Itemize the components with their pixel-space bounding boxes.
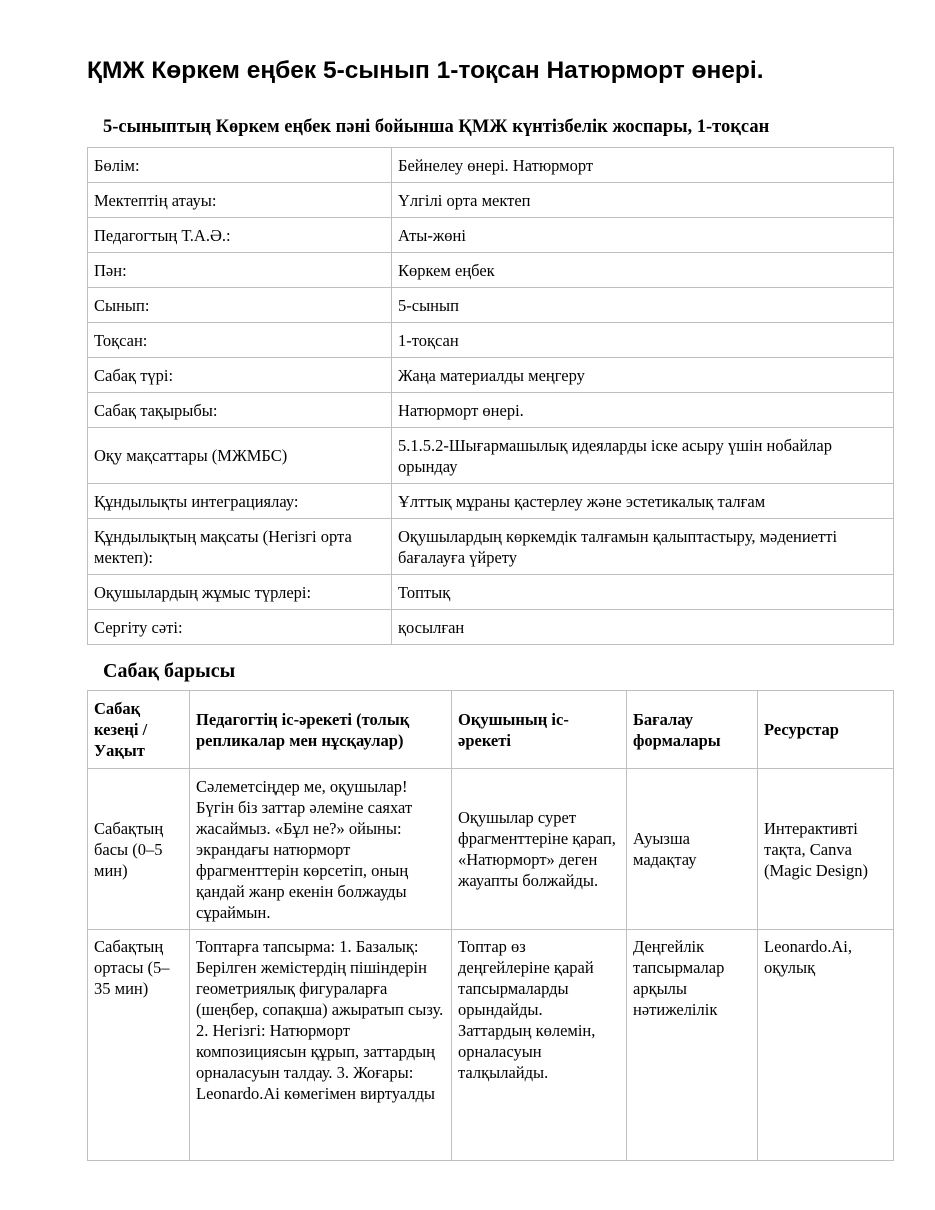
info-label: Пән: [88, 253, 392, 288]
table-row [88, 183, 894, 218]
table-cell: Ауызша мадақтау [627, 769, 758, 930]
table-row [88, 358, 894, 393]
page-title: ҚМЖ Көркем еңбек 5-сынып 1-тоқсан Натюрморт өнері. [87, 57, 764, 84]
info-value: Оқушылардың көркемдік талғамын қалыптастыру, мәдениетті бағалауға үйрету [392, 519, 894, 575]
table-row [88, 769, 894, 930]
table-row [88, 288, 894, 323]
info-label: Сабақ тақырыбы: [88, 393, 392, 428]
column-header: Бағалау формалары [627, 691, 758, 769]
table-header-row [88, 691, 894, 769]
info-label: Оқу мақсаттары (МЖМБС) [88, 428, 392, 484]
table-row [88, 323, 894, 358]
table-cell: Интерактивті тақта, Canva (Magic Design) [758, 769, 894, 930]
table-row [88, 253, 894, 288]
column-header: Педагогтің іс-әрекеті (толық репликалар мен нұсқаулар) [190, 691, 452, 769]
column-header: Оқушының іс-әрекеті [452, 691, 627, 769]
info-label: Мектептің атауы: [88, 183, 392, 218]
table-cell: Деңгейлік тапсырмалар арқылы нәтижелілік [627, 930, 758, 1161]
table-row [88, 393, 894, 428]
table-cell: Оқушылар сурет фрагменттеріне қарап, «Натюрморт» деген жауапты болжайды. [452, 769, 627, 930]
table-cell: Топтар өз деңгейлеріне қарай тапсырмаларды орындайды. Заттардың көлемін, орналасуын талқылайды. [452, 930, 627, 1161]
table-cell: Сабақтың басы (0–5 мин) [88, 769, 190, 930]
plan-subtitle: 5-сыныптың Көркем еңбек пәні бойынша ҚМЖ күнтізбелік жоспары, 1-тоқсан [103, 117, 770, 137]
info-label: Бөлім: [88, 148, 392, 183]
info-value: Бейнелеу өнері. Натюрморт [392, 148, 894, 183]
info-value: Көркем еңбек [392, 253, 894, 288]
table-row [88, 610, 894, 645]
table-row [88, 519, 894, 575]
info-value: 1-тоқсан [392, 323, 894, 358]
info-label: Сергіту сәті: [88, 610, 392, 645]
lesson-info-table [87, 147, 894, 645]
table-row [88, 148, 894, 183]
info-value: Аты-жөні [392, 218, 894, 253]
info-value: Жаңа материалды меңгеру [392, 358, 894, 393]
column-header: Ресурстар [758, 691, 894, 769]
column-header: Сабақ кезеңі / Уақыт [88, 691, 190, 769]
info-label: Құндылықтың мақсаты (Негізгі орта мектеп): [88, 519, 392, 575]
table-row [88, 484, 894, 519]
info-value: Үлгілі орта мектеп [392, 183, 894, 218]
info-label: Оқушылардың жұмыс түрлері: [88, 575, 392, 610]
info-value: 5-сынып [392, 288, 894, 323]
info-value: Натюрморт өнері. [392, 393, 894, 428]
info-value: қосылған [392, 610, 894, 645]
table-cell: Сәлеметсіңдер ме, оқушылар! Бүгін біз заттар әлеміне саяхат жасаймыз. «Бұл не?» ойыны: экрандағы натюрморт фрагменттерін көрсетіп, оның қандай жанр екенін болжауды сұраймын. [190, 769, 452, 930]
lesson-flow-table [87, 690, 894, 1161]
table-cell: Сабақтың ортасы (5–35 мин) [88, 930, 190, 1161]
info-label: Педагогтың Т.А.Ә.: [88, 218, 392, 253]
section-heading: Сабақ барысы [103, 660, 236, 682]
table-row [88, 575, 894, 610]
table-cell: Топтарға тапсырма: 1. Базалық: Берілген жемістердің пішіндерін геометриялық фигураларға (шеңбер, сопақша) ажыратып сызу. 2. Негізгі: Натюрморт композициясын құрып, заттардың орналасуын талдау. 3. Жоғары: Leonardo.Ai көмегімен виртуалды [190, 930, 452, 1161]
info-label: Сабақ түрі: [88, 358, 392, 393]
info-label: Тоқсан: [88, 323, 392, 358]
table-cell: Leonardo.Ai, оқулық [758, 930, 894, 1161]
table-row [88, 930, 894, 1161]
info-value: Топтық [392, 575, 894, 610]
table-row [88, 218, 894, 253]
info-label: Құндылықты интеграциялау: [88, 484, 392, 519]
info-value: 5.1.5.2-Шығармашылық идеяларды іске асыру үшін нобайлар орындау [392, 428, 894, 484]
info-value: Ұлттық мұраны қастерлеу және эстетикалық талғам [392, 484, 894, 519]
table-row [88, 428, 894, 484]
info-label: Сынып: [88, 288, 392, 323]
